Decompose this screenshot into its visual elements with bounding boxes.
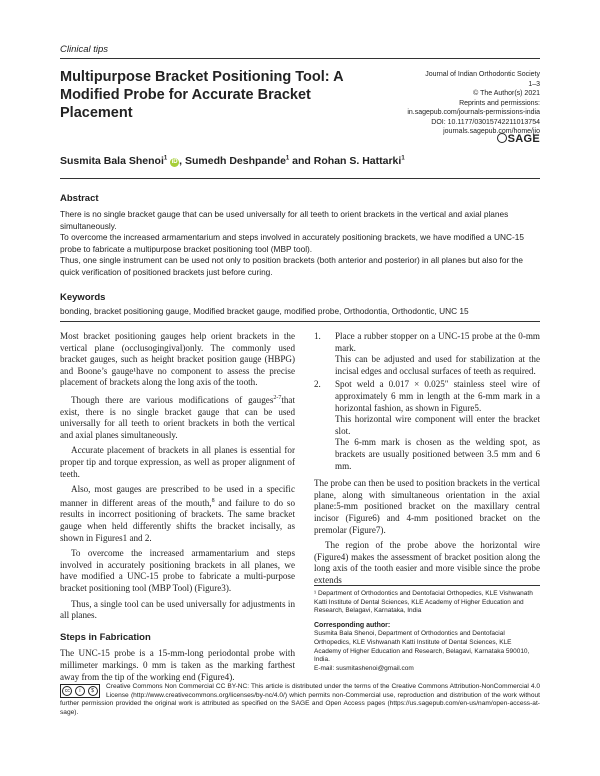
body-paragraph: Thus, a single tool can be used universally for adjustments in all planes. (60, 598, 295, 621)
abstract-heading: Abstract (60, 193, 99, 204)
author-2-affil: 1 (285, 155, 290, 162)
list-text: The 6-mm mark is chosen as the welding spot, as brackets are usually positioned between 3.5 mm and 6 mm. (335, 437, 540, 471)
list-number: 1. (314, 331, 321, 341)
author-3-affil: 1 (401, 155, 405, 162)
cc-license-badge[interactable] (60, 684, 100, 698)
citation-sup: 2-7 (273, 394, 282, 401)
corresponding-author-heading: Corresponding author: (314, 621, 391, 629)
keywords-text: bonding, bracket positioning gauge, Modified bracket gauge, modified probe, Orthodontia, Orthodontic, UNC 15 (60, 306, 469, 316)
author-sep: , (179, 155, 185, 167)
abstract-text (60, 209, 540, 279)
author-1: Susmita Bala Shenoi (60, 155, 164, 167)
list-text: This can be adjusted and used for stabilization at the incisal edges and occlusal surfaces of teeth as required. (335, 354, 540, 376)
author-sep: and (289, 155, 314, 167)
footnote-rule (314, 585, 540, 586)
body-paragraph: Though there are various modifications of gauges$^{2-7}$that exist, there is no single bracket gauge that can be used universally for all teeth to orient brackets in both the vertical and axial planes simultaneously. (60, 394, 295, 440)
footnotes (314, 585, 540, 673)
journal-meta (370, 70, 540, 137)
body-column-right (314, 331, 540, 590)
by-icon: i (75, 686, 85, 696)
section-tag: Clinical tips (60, 44, 109, 55)
permissions-link[interactable]: in.sagepub.com/journals-permissions-india (407, 109, 540, 116)
list-item (314, 379, 540, 472)
orcid-icon[interactable]: iD (171, 159, 178, 165)
page-range: 1–3 (528, 80, 540, 88)
reprints-label: Reprints and permissions: (459, 99, 540, 107)
nc-icon: $ (88, 686, 98, 696)
sage-ring-icon (497, 133, 507, 143)
body-paragraph: The probe can then be used to position brackets in the vertical plane, along with simultaneous orientation in the axial plane:5-mm positioned bracket on the maxillary central incisor (Figure6) and 4-mm positioned bracket on the premolar (Figure7). (314, 478, 540, 535)
abstract-paragraph: Thus, one single instrument can be used not only to position brackets (both anterior and posterior) in all planes but also for the quick verification of positioned brackets just before curing. (60, 255, 524, 277)
keywords-heading: Keywords (60, 292, 106, 303)
citation-sup: 8 (211, 497, 215, 504)
copyright: © The Author(s) 2021 (473, 90, 540, 97)
keywords-rule (60, 321, 540, 322)
body-paragraph: Accurate placement of brackets in all planes is essential for proper tip and torque expression, as well as proper alignment of teeth. (60, 445, 295, 479)
body-paragraph: Most bracket positioning gauges help orient brackets in the vertical plane (occlusogingival)only. The commonly used bracket gauges, such as height bracket position gauge (HBPG) and Boone’s gauge¹have no component to assess the precise placement of brackets along the long axis of the tooth. (60, 331, 295, 388)
author-1-affil: 1 (163, 155, 168, 162)
author-2: Sumedh Deshpande (184, 155, 286, 167)
body-paragraph: The UNC-15 probe is a 15-mm-long periodontal probe with millimeter markings. 0 mm is taken as the marking farthest away from the tip of the working end (Figure4). (60, 648, 295, 682)
list-number: 2. (314, 379, 321, 390)
journal-name: Journal of Indian Orthodontic Society (425, 71, 540, 78)
body-column-left (60, 331, 295, 687)
doi-link[interactable]: DOI: 10.1177/03015742211013754 (431, 118, 540, 126)
cc-icon: cc (62, 686, 72, 696)
abstract-paragraph: There is no single bracket gauge that can be used universally for all teeth to orient brackets in the vertical and axial planes simultaneously. (60, 209, 509, 231)
author-email[interactable]: E-mail: susmitashenoi@gmail.com (314, 664, 414, 672)
license-text: Creative Commons Non Commercial CC BY-NC: This article is distributed under the terms of the Creative Commons Attribution-NonCommercial 4.0 License (http://www.creativecommons.org/licenses/by-nc/4.0/) which permits non-Commercial use, reproduction and distribution of the work without further permission provided the original work is attributed as specified on the SAGE and Open Access pages (https://us.sagepub.com/en-us/nam/open-access-at-sage). (60, 683, 540, 717)
sage-logo-text: SAGE (507, 133, 540, 145)
list-text: Place a rubber stopper on a UNC-15 probe at the 0-mm mark. (335, 331, 540, 353)
article-title: Multipurpose Bracket Positioning Tool: A Modified Probe for Accurate Bracket Placement (60, 69, 344, 121)
section-heading-steps: Steps in Fabrication (60, 631, 151, 643)
abstract-paragraph: To overcome the increased armamentarium and steps involved in accurately positioning brackets, we have modified a UNC-15 probe to fabricate a multipurpose bracket positioning tool (MBP tool). (60, 232, 524, 254)
body-paragraph: The region of the probe above the horizontal wire (Figure4) makes the assessment of bracket position along the long axis of the tooth easier and more visible since the probe extends (314, 540, 540, 585)
journal-home-link[interactable]: journals.sagepub.com/home/jio (443, 128, 540, 135)
header-rule (60, 178, 540, 179)
list-item (314, 331, 540, 377)
affiliation-note: ¹ Department of Orthodontics and Dentofacial Orthopedics, KLE Vishwanath Katti Institute of Dental Sciences, KLE Academy of Higher Education and Research, Belagavi, Karnataka, India (314, 590, 533, 615)
body-paragraph: To overcome the increased armamentarium and steps involved in accurately positioning brackets in all planes, we have modified a UNC-15 probe to fabricate a multi-purpose bracket positioning tool (MBP Tool) (Figure3). (60, 548, 295, 593)
top-rule (60, 58, 540, 59)
author-list (60, 155, 405, 167)
sage-logo (497, 133, 540, 145)
body-paragraph: Also, most gauges are prescribed to be used in a specific manner in different areas of the mouth,$^8$ and failure to do so results in incorrect positioning of brackets. The same bracket gauge when held differently shifts the bracket incisally, as shown in Figures1 and 2. (60, 484, 296, 543)
license-statement (60, 683, 540, 718)
list-text: This horizontal wire component will enter the bracket slot. (335, 414, 540, 436)
author-3: Rohan S. Hattarki (313, 155, 402, 167)
list-text: Spot weld a 0.017 × 0.025" stainless steel wire of approximately 6 mm in length at the 6-mm mark in a horizontal fashion, as shown in Figure5. (335, 379, 540, 413)
corresponding-author-text: Susmita Bala Shenoi, Department of Orthodontics and Dentofacial Orthopedics, KLE Vishwanath Katti Institute of Dental Sciences, KLE Academy of Higher Education and Research, Belagavi, Karnataka 590010, India. (314, 630, 530, 664)
